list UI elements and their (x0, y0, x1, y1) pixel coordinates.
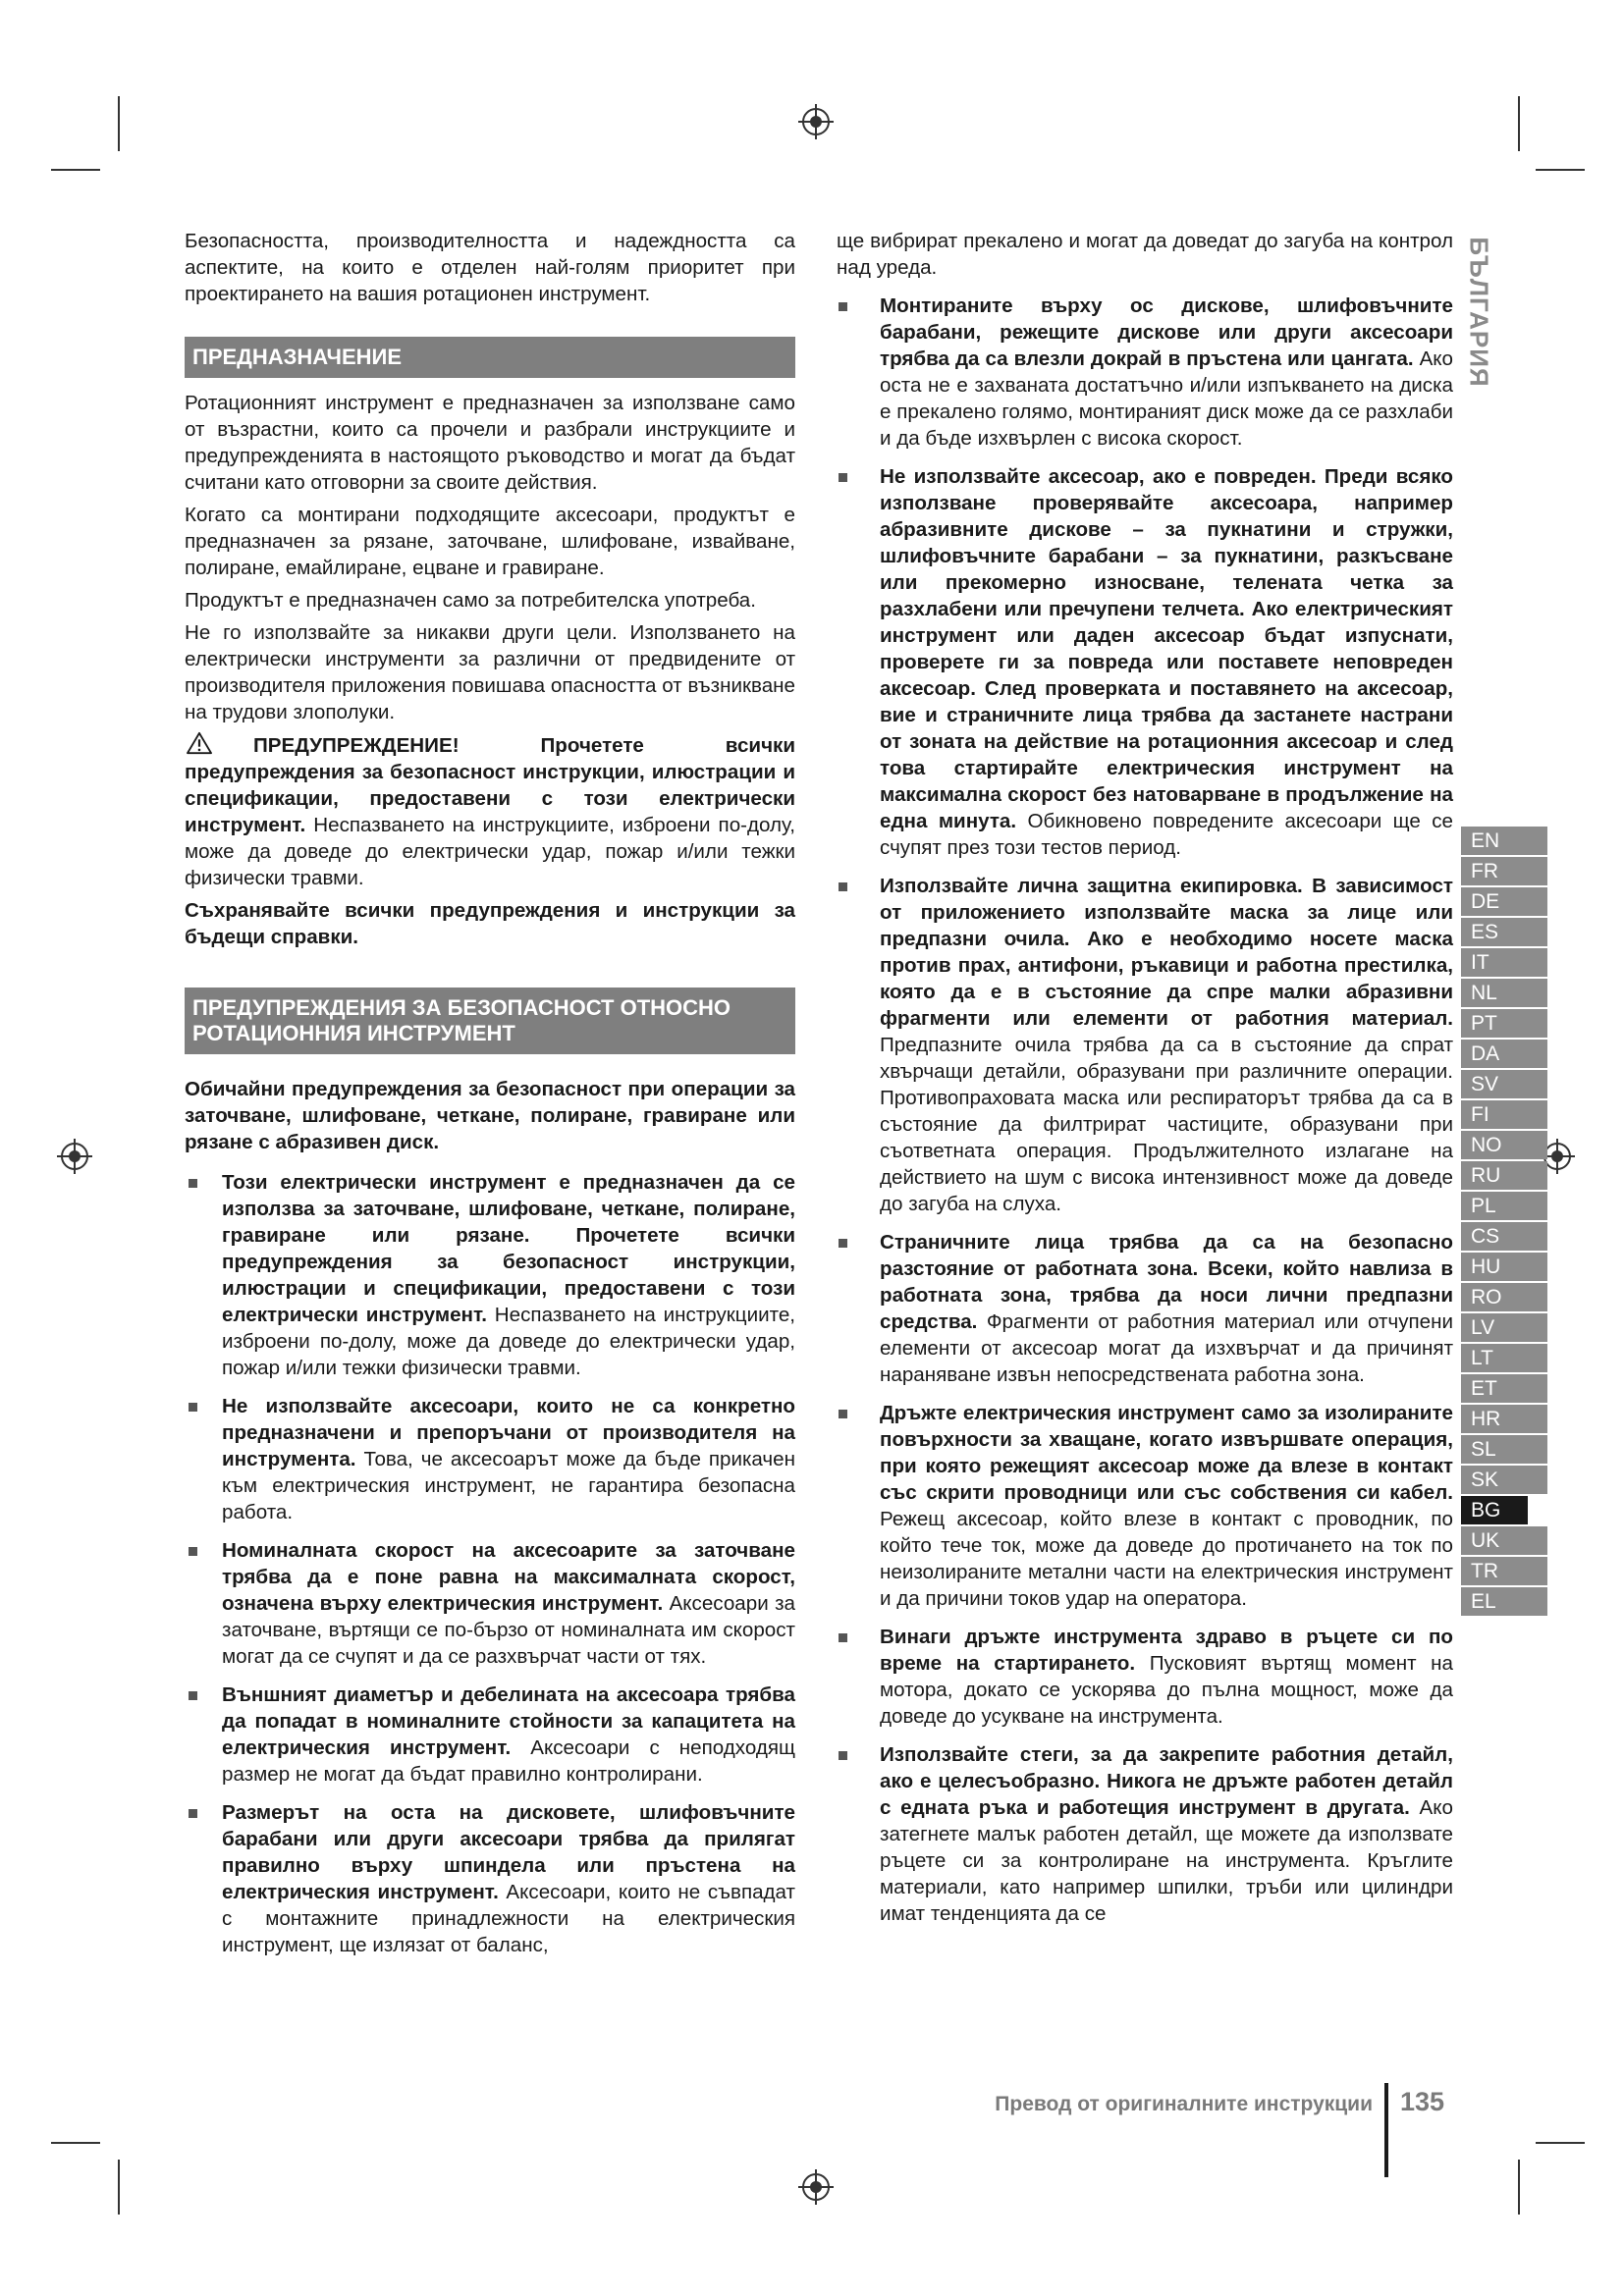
language-tab-tr[interactable]: TR (1461, 1557, 1547, 1585)
right-column (837, 228, 1453, 1939)
list-item: Винаги дръжте инструмента здраво в ръцете си по време на стартирането. Пусковият въртящ момент на мотора, докато се ускорява до пълна мощност, може да доведе до усукване на инструмента. (837, 1624, 1453, 1730)
bullet-square-icon (189, 1691, 197, 1700)
language-tab-pl[interactable]: PL (1461, 1192, 1547, 1220)
language-tab-cs[interactable]: CS (1461, 1222, 1547, 1251)
language-tab-it[interactable]: IT (1461, 948, 1547, 977)
language-tab-ru[interactable]: RU (1461, 1161, 1547, 1190)
list-item: Външният диаметър и дебелината на аксесоара трябва да попадат в номиналните стойности за капацитета на електрическия инструмент. Аксесоари с неподходящ размер не могат да бъдат правилно контролирани. (185, 1682, 795, 1788)
registration-mark-icon (55, 1137, 94, 1176)
list-item: Размерът на оста на дисковете, шлифовъчните барабани или други аксесоари трябва да прилягат правилно върху шпиндела или пръстена на електрическия инструмент. Аксесоари, които не съвпадат с монтажните принадлежности на електрическия инструмент, ще излязат от баланс, (185, 1799, 795, 1958)
language-tab-no[interactable]: NO (1461, 1131, 1547, 1159)
language-tab-de[interactable]: DE (1461, 887, 1547, 916)
crop-mark (1536, 169, 1585, 171)
paragraph: Когато са монтирани подходящите аксесоари, продуктът е предназначен за рязане, заточване, шлифоване, извайване, полиране, емайлиране, ецване и гравиране. (185, 504, 795, 579)
bullet-square-icon (839, 473, 847, 482)
bullet-square-icon (839, 882, 847, 891)
crop-mark (1518, 96, 1520, 151)
side-language-label: БЪЛГАРИЯ (1464, 237, 1494, 388)
list-item: Номиналната скорост на аксесоарите за заточване трябва да е поне равна на максималната скорост, означена върху електрическия инструмент. Аксесоари за заточване, въртящи се по-бързо от номиналната им скорост могат да се счупят и да се разхвърчат части от тях. (185, 1537, 795, 1670)
language-tab-fi[interactable]: FI (1461, 1100, 1547, 1129)
crop-mark (118, 2160, 120, 2215)
bullet-square-icon (839, 1410, 847, 1418)
common-warnings-subheading: Обичайни предупреждения за безопасност при операции за заточване, шлифоване, четкане, полиране, гравиране или рязане с абразивен диск. (185, 1078, 795, 1153)
registration-mark-icon (796, 102, 836, 141)
keep-instructions-text: Съхранявайте всички предупреждения и инструкции за бъдещи справки. (185, 899, 795, 948)
crop-mark (51, 2142, 100, 2144)
crop-mark (51, 169, 100, 171)
crop-mark (1518, 2160, 1520, 2215)
paragraph: Ротационният инструмент е предназначен за използване само от възрастни, които са прочели и разбрали инструкциите и предупрежденията в настоящото ръководство и могат да бъдат считани като отговорни за своите действия. (185, 392, 795, 494)
continued-paragraph: ще вибрират прекалено и могат да доведат до загуба на контрол над уреда. (837, 230, 1453, 279)
language-tab-el[interactable]: EL (1461, 1587, 1547, 1616)
section-heading-intended-use: ПРЕДНАЗНАЧЕНИЕ (185, 337, 795, 378)
list-item: Не използвайте аксесоари, които не са конкретно предназначени и препоръчани от производителя на инструмента. Това, че аксесоарът може да бъде прикачен към електрическия инструмент, не гарантира безопасна работа. (185, 1393, 795, 1525)
left-bullet-list (185, 1169, 795, 1958)
language-tab-es[interactable]: ES (1461, 918, 1547, 946)
language-tab-bg[interactable]: BG (1461, 1496, 1528, 1524)
list-item: Използвайте лична защитна екипировка. В зависимост от приложението използвайте маска за лице или предпазни очила. Ако е необходимо носете маска против прах, антифони, ръкавици и работна престилка, която да е в състояние да спре малки абразивни фрагменти или елементи от работния материал. Предпазните очила трябва да са в състояние да спрат хвърчащи детайли, образувани при различните операции. Противопраховата маска или респираторът трябва да са в състояние да филтрират частиците, образувани при съответната операция. Продължителното излагане на действието на шум с висока интензивност може да доведе до загуба на слуха. (837, 873, 1453, 1217)
language-tab-et[interactable]: ET (1461, 1374, 1547, 1403)
language-tab-lt[interactable]: LT (1461, 1344, 1547, 1372)
list-item: Използвайте стеги, за да закрепите работния детайл, ако е целесъобразно. Никога не дръжте работен детайл с едната ръка и работещия инструмент в другата. Ако затегнете малък работен детайл, ще можете да използвате ръцете си за контролиране на инструмента. Кръглите материали, като например шпилки, тръби или цилиндри имат тенденцията да се (837, 1741, 1453, 1927)
crop-mark (1536, 2142, 1585, 2144)
paragraph: Не го използвайте за никакви други цели. Използването на електрически инструменти за различни от предвидените от производителя приложения повишава опасността от възникване на трудови злополуки. (185, 621, 795, 723)
list-item: Дръжте електрическия инструмент само за изолираните повърхности за хващане, когато извършвате операция, при която режещият аксесоар може да влезе в контакт със скрити проводници или със собствения си кабел. Режещ аксесоар, който влезе в контакт с проводник, по който тече ток, може да доведе до протичането на ток по неизолираните метални части на електрическия инструмент и да причини токов удар на оператора. (837, 1400, 1453, 1612)
page-number: 135 (1400, 2087, 1445, 2116)
bullet-square-icon (839, 1633, 847, 1642)
language-tab-en[interactable]: EN (1461, 827, 1547, 855)
bullet-square-icon (839, 1239, 847, 1248)
language-tab-fr[interactable]: FR (1461, 857, 1547, 885)
list-item: Монтираните върху ос дискове, шлифовъчните барабани, режещите дискове или други аксесоари трябва да са влезли докрай в пръстена или цангата. Ако оста не е захваната достатъчно и/или изпъкването на диска е прекалено голямо, монтираният диск може да се разхлаби и да бъде изхвърлен с висока скорост. (837, 293, 1453, 452)
warning-bold-text: ПРЕДУПРЕЖДЕНИЕ! Прочетете всички предупреждения за безопасност инструкции, илюстрации и спецификации, предоставени с този електрически инструмент. (185, 734, 795, 836)
language-tab-sk[interactable]: SK (1461, 1466, 1547, 1494)
registration-mark-icon (796, 2167, 836, 2207)
warning-paragraph (185, 731, 795, 891)
left-column (185, 228, 795, 1970)
bullet-square-icon (189, 1547, 197, 1556)
crop-mark (118, 96, 120, 151)
language-tab-ro[interactable]: RO (1461, 1283, 1547, 1311)
list-item: Страничните лица трябва да са на безопасно разстояние от работната зона. Всеки, който навлиза в работната зона, трябва да носи лични предпазни средства. Фрагменти от работния материал или отчупени елементи от аксесоар могат да изхвърчат и да причинят нараняване извън непосредствената работна зона. (837, 1229, 1453, 1388)
bullet-square-icon (839, 1751, 847, 1760)
language-tab-sl[interactable]: SL (1461, 1435, 1547, 1464)
section-heading-safety-warnings: ПРЕДУПРЕЖДЕНИЯ ЗА БЕЗОПАСНОСТ ОТНОСНО РОТАЦИОННИЯ ИНСТРУМЕНТ (185, 988, 795, 1054)
language-tab-uk[interactable]: UK (1461, 1526, 1547, 1555)
language-tab-sv[interactable]: SV (1461, 1070, 1547, 1098)
footer-divider (1384, 2083, 1388, 2177)
bullet-square-icon (189, 1403, 197, 1412)
language-tab-lv[interactable]: LV (1461, 1313, 1547, 1342)
warning-text: Неспазването на инструкциите, изброени по-долу, може да доведе до електрически удар, пожар и/или тежки физически травми. (185, 814, 795, 889)
intro-paragraph: Безопасността, производителността и надеждността са аспектите, на които е отделен най-голям приоритет при проектирането на вашия ротационен инструмент. (185, 230, 795, 305)
bullet-square-icon (189, 1179, 197, 1188)
footer-translation-note: Превод от оригиналните инструкции (995, 2093, 1373, 2115)
language-tab-nl[interactable]: NL (1461, 979, 1547, 1007)
language-tab-hr[interactable]: HR (1461, 1405, 1547, 1433)
paragraph: Продуктът е предназначен само за потребителска употреба. (185, 589, 756, 612)
bullet-square-icon (839, 302, 847, 311)
language-tab-hu[interactable]: HU (1461, 1253, 1547, 1281)
language-tab-da[interactable]: DA (1461, 1040, 1547, 1068)
right-bullet-list (837, 293, 1453, 1927)
list-item: Този електрически инструмент е предназначен да се използва за заточване, шлифоване, четкане, полиране, гравиране или рязане. Прочетете всички предупреждения за безопасност инструкции, илюстрации и спецификации, предоставени с този електрически инструмент. Неспазването на инструкциите, изброени по-долу, може да доведе до електрически удар, пожар и/или тежки физически травми. (185, 1169, 795, 1381)
list-item: Не използвайте аксесоар, ако е повреден. Преди всяко използване проверявайте аксесоара, например абразивните дискове – за пукнатини и стружки, шлифовъчните барабани – за пукнатини, разкъсване или прекомерно износване, телената четка за разхлабени или пречупени телчета. Ако електрическият инструмент или даден аксесоар бъдат изпуснати, проверете ги за повреда или поставете неповреден аксесоар. След проверката и поставянето на аксесоар, вие и страничните лица трябва да застанете настрани от зоната на действие на ротационния аксесоар и след това стартирайте електрическия инструмент на максимална скорост без натоварване в продължение на една минута. Обикновено повредените аксесоари ще се счупят през този тестов период. (837, 463, 1453, 861)
warning-triangle-icon (185, 731, 214, 755)
bullet-square-icon (189, 1809, 197, 1818)
language-tabs (1461, 827, 1547, 1618)
language-tab-pt[interactable]: PT (1461, 1009, 1547, 1038)
